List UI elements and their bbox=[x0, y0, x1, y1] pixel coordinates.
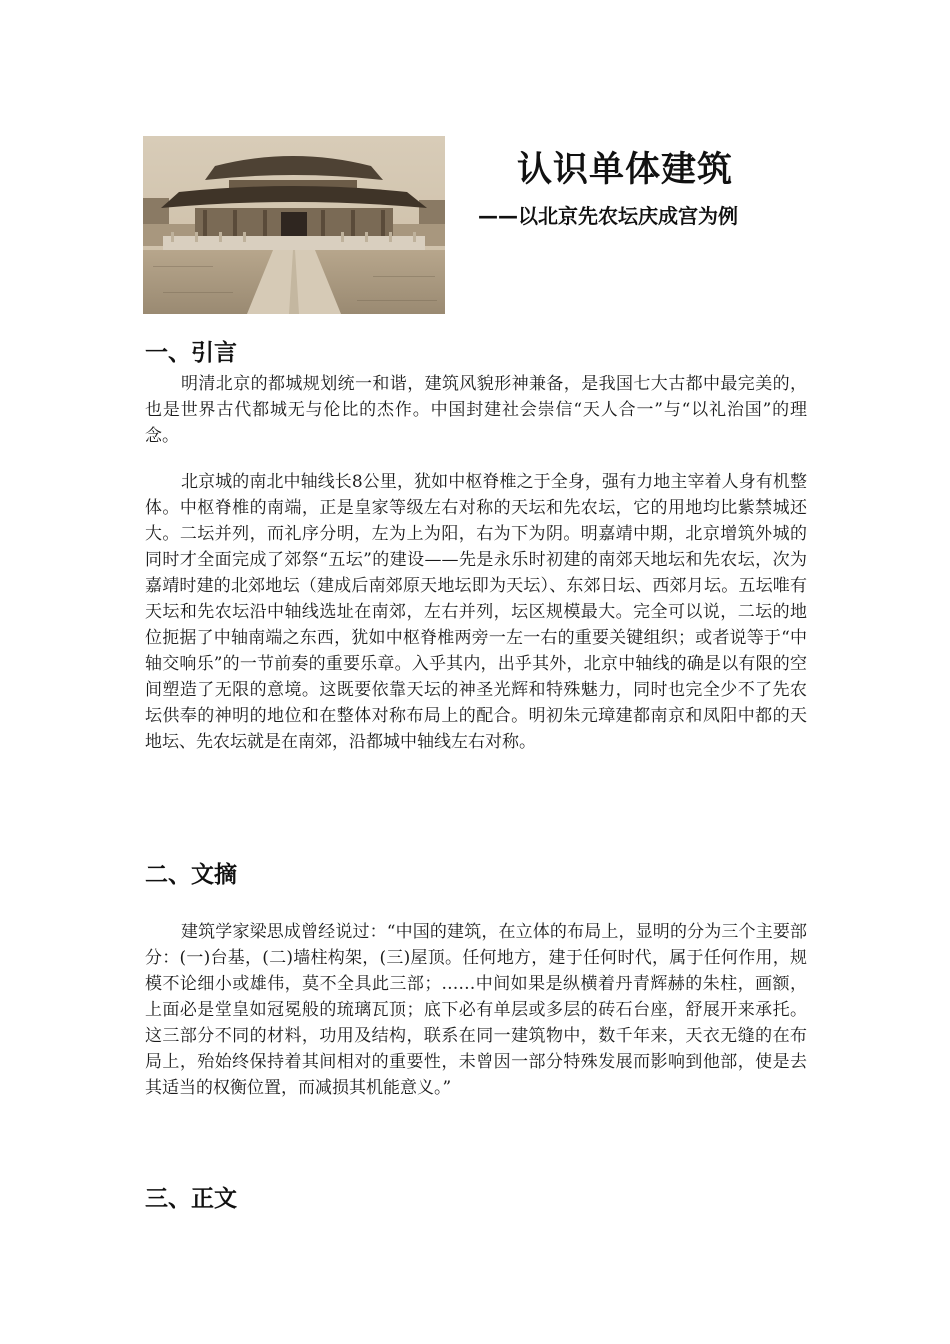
section-heading-introduction: 一、引言 bbox=[145, 340, 237, 366]
document-subtitle: ——以北京先农坛庆成宫为例 bbox=[478, 204, 738, 228]
section-heading-main-text: 三、正文 bbox=[145, 1186, 237, 1212]
palace-photo bbox=[143, 136, 445, 314]
introduction-paragraph-1: 明清北京的都城规划统一和谐，建筑风貌形神兼备，是我国七大古都中最完美的，也是世界古代都城无与伦比的杰作。中国封建社会崇信“天人合一”与“以礼治国”的理念。 bbox=[145, 374, 807, 446]
excerpt-paragraph: 建筑学家梁思成曾经说过：“中国的建筑，在立体的布局上，显明的分为三个主要部分：(一)台基，(二)墙柱构架，(三)屋顶。任何地方，建于任何时代，属于任何作用，规模不论细小或雄伟，莫不全具此三部；……中间如果是纵横着丹青辉赫的朱柱，画额，上面必是堂皇如冠冕般的琉璃瓦顶；底下必有单层或多层的砖石台座，舒展开来承托。这三部分不同的材料，功用及结构，联系在同一建筑物中，数千年来，天衣无缝的在布局上，殆始终保持着其间相对的重要性，未曾因一部分特殊发展而影响到他部，使是去其适当的权衡位置，而减损其机能意义。” bbox=[145, 922, 807, 1098]
introduction-paragraph-2: 北京城的南北中轴线长8公里，犹如中枢脊椎之于全身，强有力地主宰着人身有机整体。中枢脊椎的南端，正是皇家等级左右对称的天坛和先农坛，它的用地均比紫禁城还大。二坛并列，而礼序分明，左为上为阳，右为下为阴。明嘉靖中期，北京增筑外城的同时才全面完成了郊祭“五坛”的建设——先是永乐时初建的南郊天地坛和先农坛，次为嘉靖时建的北郊地坛（建成后南郊原天地坛即为天坛）、东郊日坛、西郊月坛。五坛唯有天坛和先农坛沿中轴线选址在南郊，左右并列，坛区规模最大。完全可以说，二坛的地位扼据了中轴南端之东西，犹如中枢脊椎两旁一左一右的重要关键组织；或者说等于“中轴交响乐”的一节前奏的重要乐章。入乎其内，出乎其外，北京中轴线的确是以有限的空间塑造了无限的意境。这既要依靠天坛的神圣光辉和特殊魅力，同时也完全少不了先农坛供奉的神明的地位和在整体对称布局上的配合。明初朱元璋建都南京和凤阳中都的天地坛、先农坛就是在南郊，沿都城中轴线左右对称。 bbox=[145, 472, 807, 752]
document-title: 认识单体建筑 bbox=[517, 150, 734, 190]
qingcheng-palace-photo-icon bbox=[143, 136, 445, 314]
section-heading-excerpt: 二、文摘 bbox=[145, 862, 237, 888]
